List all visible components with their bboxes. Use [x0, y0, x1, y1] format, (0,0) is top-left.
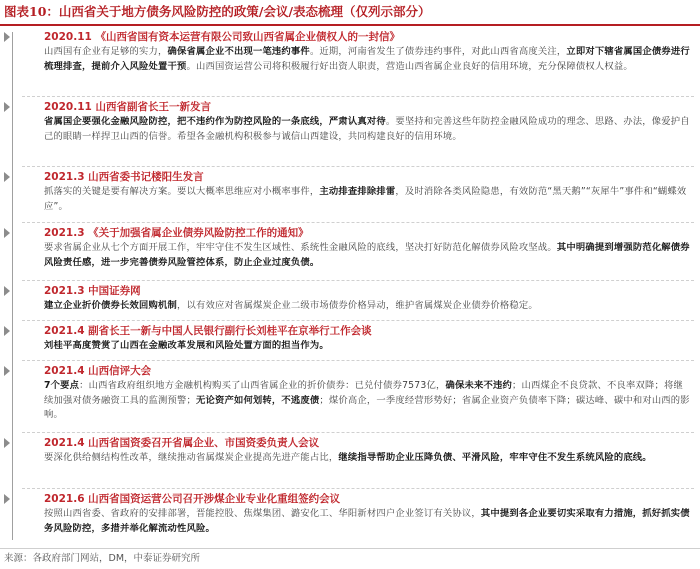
body-text: 按照山西省委、省政府的安排部署，晋能控股、焦煤集团、潞安化工、华阳新材四户企业签订有关协议， — [44, 508, 481, 519]
body-text: 。要坚持和完善这些年防控金融风险成功的理念、思路、办法，像爱护自己的眼睛一样捍卫山西的信誉。希望各金融机构积极参与诚信山西建设，共同构建良好的信用环境。 — [44, 116, 690, 142]
triangle-marker-icon — [4, 102, 10, 112]
figure-title: 图表10：山西省关于地方债务风险防控的政策/会议/表态梳理（仅列示部分） — [0, 0, 700, 26]
triangle-marker-icon — [4, 326, 10, 336]
entry-heading: 2021.6 山西省国资运营公司召开涉煤企业专业化重组签约会议 — [44, 493, 341, 505]
body-text: ；山西煤企不良贷款、不良率双降；将继续加强对债务融资工具的监测预警； — [44, 380, 683, 406]
entry-body — [44, 45, 692, 74]
emphasis-text: 主动排查排除排雷 — [319, 186, 396, 197]
emphasis-text: 7个要点 — [44, 380, 80, 391]
emphasis-text: 继续指导帮助企业压降负债、平滑风险，牢牢守住不发生系统风险的底线。 — [338, 452, 652, 463]
divider — [22, 488, 694, 489]
body-text: 抓落实的关键是要有解决方案。要以大概率思维应对小概率事件， — [44, 186, 320, 197]
body-text: 。山西国资运营公司将积极履行好出资人职责，营造山西省属企业良好的信用环境，充分保障债权人权益。 — [186, 60, 633, 72]
divider — [22, 222, 694, 223]
emphasis-text: 省属国企要强化金融风险防控，把不违约作为防控风险的一条底线，严肃认真对待 — [44, 116, 386, 127]
entry-heading: 2021.4 山西信评大会 — [44, 365, 152, 377]
triangle-marker-icon — [4, 286, 10, 296]
emphasis-text: 无论资产如何划转，不逃废债 — [195, 394, 320, 406]
divider — [22, 96, 694, 97]
entry-body — [44, 379, 692, 423]
entry-body — [44, 339, 692, 354]
triangle-marker-icon — [4, 438, 10, 448]
emphasis-text: 立即对下辖省属国企债券进行梳理排查，提前介入风险处置干预 — [44, 46, 690, 72]
emphasis-text: 建立企业折价债券长效回购机制 — [44, 300, 177, 311]
entry-body — [44, 241, 692, 270]
entry-heading: 2021.3 《关于加强省属企业债券风险防控工作的通知》 — [44, 227, 309, 239]
entry-heading: 2021.4 山西省国资委召开省属企业、市国资委负责人会议 — [44, 437, 320, 449]
body-text: ：山西省政府组织地方金融机构购买了山西省属企业的折价债券：已兑付债券7573亿， — [79, 380, 446, 391]
entry-heading: 2020.11 《山西省国有资本运营有限公司致山西省属企业债权人的一封信》 — [44, 31, 400, 43]
source-footer: 来源：各政府部门网站，DM，中泰证券研究所 — [0, 548, 700, 568]
entry-body — [44, 185, 692, 214]
entry-heading: 2021.3 中国证券网 — [44, 285, 141, 297]
triangle-marker-icon — [4, 32, 10, 42]
emphasis-text: 刘桂平高度赞赏了山西在金融改革发展和风险处置方面的担当作为。 — [44, 340, 329, 351]
triangle-marker-icon — [4, 366, 10, 376]
triangle-marker-icon — [4, 494, 10, 504]
emphasis-text: 确保未来不违约 — [445, 380, 513, 391]
divider — [22, 432, 694, 433]
emphasis-text: 其中提到各企业要切实采取有力措施，抓好抓实债务风险防控，多措并举化解流动性风险。 — [44, 508, 690, 534]
entry-body — [44, 507, 692, 536]
divider — [22, 280, 694, 281]
body-text: 。近期，河南省发生了债券违约事件，对此山西省高度关注， — [309, 46, 567, 57]
entry-heading: 2021.4 副省长王一新与中国人民银行副行长刘桂平在京举行工作会谈 — [44, 325, 372, 337]
entry-body — [44, 451, 692, 466]
body-text: ，及时消除各类风险隐患，有效防范“黑天鹅”“灰犀牛”事件和“蝴蝶效应”。 — [44, 186, 687, 212]
emphasis-text: 确保省属企业不出现一笔违约事件 — [167, 46, 310, 57]
entry-heading: 2020.11 山西省副省长王一新发言 — [44, 101, 211, 113]
body-text: ；煤价高企，一季度经营形势好；省属企业资产负债率下降；碳达峰、碳中和对山西的影响。 — [44, 394, 690, 420]
triangle-marker-icon — [4, 172, 10, 182]
body-text: 要深化供给侧结构性改革，继续推动省属煤炭企业提高先进产能占比， — [44, 452, 339, 463]
timeline-line — [12, 32, 13, 540]
entry-heading: 2021.3 山西省委书记楼阳生发言 — [44, 171, 204, 183]
divider — [22, 320, 694, 321]
triangle-marker-icon — [4, 228, 10, 238]
divider — [22, 166, 694, 167]
entry-body — [44, 115, 692, 144]
body-text: 山西国有企业有足够的实力， — [44, 46, 168, 57]
body-text: ，以有效应对省属煤炭企业二级市场债券价格异动，维护省属煤炭企业债券价格稳定。 — [176, 300, 538, 311]
entry-body — [44, 299, 692, 314]
emphasis-text: 其中明确提到增强防范化解债券风险责任感，进一步完善债券风险管控体系，防止企业过度负债。 — [44, 242, 690, 268]
divider — [22, 360, 694, 361]
body-text: 要求省属企业从七个方面开展工作，牢牢守住不发生区域性、系统性金融风险的底线，坚决打好防范化解债券风险攻坚战。 — [44, 242, 557, 253]
